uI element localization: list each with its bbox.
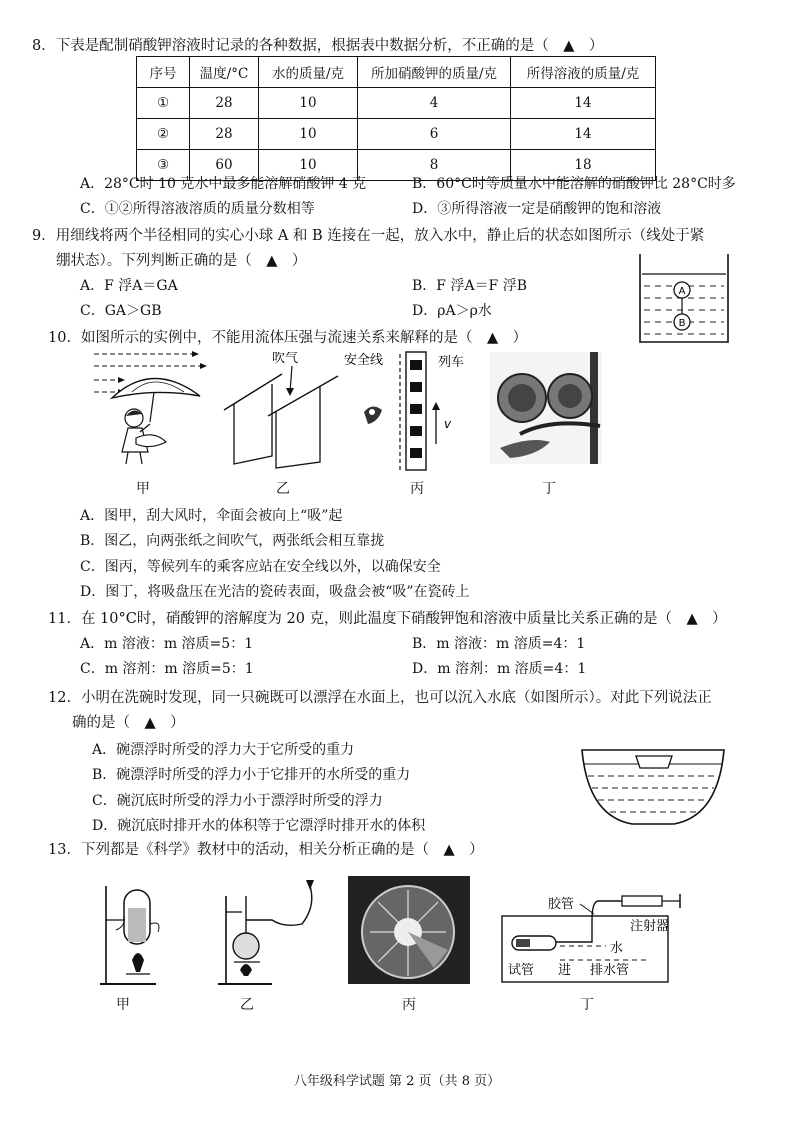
q13-caption-bing: 丙 [402,997,416,1013]
q10-option-b: B．图乙，向两张纸之间吹气，两张纸会相互靠拢 [80,533,385,549]
tube-label: 试管 [508,963,535,978]
q11-stem: 11．在 10°C时，硝酸钾的溶解度为 20 克，则此温度下硝酸钾饱和溶液中质量比关系正确的是（ ▲ ） [48,611,727,627]
table-cell: 28 [190,119,259,150]
q13-caption-jia: 甲 [116,997,130,1013]
water-label: 水 [610,941,624,956]
q9-beaker-figure [636,250,732,346]
q12-stem-line1: 12．小明在洗碗时发现，同一只碗既可以漂浮在水面上，也可以沉入水底（如图所示）。对此下列说法正 [48,690,712,706]
table-cell: 18 [511,150,656,181]
table-header-row [137,57,656,88]
table-header: 温度/°C [190,57,259,88]
q13-caption-yi: 乙 [240,997,254,1013]
q8-option-d: D．③所得溶液一定是硝酸钾的饱和溶液 [412,201,662,217]
q13-stem: 13．下列都是《科学》教材中的活动，相关分析正确的是（ ▲ ） [48,842,484,858]
table-header: 水的质量/克 [259,57,358,88]
table-row [137,119,656,150]
q9-option-a: A．F 浮A＝GA [80,278,178,294]
table-header: 所得溶液的质量/克 [511,57,656,88]
q10-option-a: A．图甲，刮大风时，伞面会被向上“吸”起 [80,508,343,524]
table-cell: 8 [358,150,511,181]
q12-stem-line2: 确的是（ ▲ ） [72,715,185,731]
syringe-label: 注射器 [630,919,670,934]
q9-option-d: D．ρA＞ρ水 [412,303,492,319]
q10-option-d: D．图丁，将吸盘压在光洁的瓷砖表面，吸盘会被“吸”在瓷砖上 [80,584,470,600]
label-a: A [678,286,686,297]
q11-option-a: A．m 溶液：m 溶质=5：1 [80,636,254,652]
table-cell: 28 [190,88,259,119]
q12-option-b: B．碗漂浮时所受的浮力小于它排开的水所受的重力 [92,767,411,783]
q8-data-table [136,56,656,181]
q10-option-c: C．图丙，等候列车的乘客应站在安全线以外，以确保安全 [80,559,441,575]
q10-fig-train [340,348,480,474]
q13-caption-ding: 丁 [580,997,594,1013]
q10-stem: 10．如图所示的实例中，不能用流体压强与流速关系来解释的是（ ▲ ） [48,330,528,346]
q9-option-b: B．F 浮A＝F 浮B [412,278,528,294]
table-cell: 14 [511,88,656,119]
q8-stem: 8．下表是配制硝酸钾溶液时记录的各种数据，根据表中数据分析，不正确的是（ ▲ ） [32,38,604,54]
q12-option-c: C．碗沉底时所受的浮力小于漂浮时所受的浮力 [92,793,383,809]
label-b: B [678,318,686,329]
q9-stem-line1: 9．用细线将两个半径相同的实心小球 A 和 B 连接在一起，放入水中，静止后的状态如图所示（线处于紧 [32,228,705,244]
table-header: 序号 [137,57,190,88]
velocity-label: v [444,417,452,431]
q11-option-d: D．m 溶剂：m 溶质=4：1 [412,661,587,677]
q13-fig-bing [348,876,470,984]
table-cell: ③ [137,150,190,181]
table-cell: 14 [511,119,656,150]
q13-fig-ding [496,890,690,986]
q12-option-d: D．碗沉底时排开水的体积等于它漂浮时排开水的体积 [92,818,426,834]
table-cell: 4 [358,88,511,119]
q10-fig-papers [220,352,350,472]
q10-fig-suction-cups [490,352,602,464]
in-label: 进 [558,963,572,978]
q12-option-a: A．碗漂浮时所受的浮力大于它所受的重力 [92,742,355,758]
q10-caption-bing: 丙 [410,481,424,497]
q10-fig-umbrella [92,346,220,470]
q9-stem-line2: 绷状态）。下列判断正确的是（ ▲ ） [56,253,307,269]
q11-option-c: C．m 溶剂：m 溶质=5：1 [80,661,254,677]
q13-fig-jia [96,880,178,990]
page-footer: 八年级科学试题 第 2 页（共 8 页） [293,1074,501,1089]
table-cell: ① [137,88,190,119]
q10-caption-ding: 丁 [542,481,556,497]
q10-caption-jia: 甲 [136,481,150,497]
q13-fig-yi [212,876,336,988]
table-cell: 6 [358,119,511,150]
table-cell: 10 [259,88,358,119]
q12-bowl-figure [578,742,728,828]
q8-option-a: A．28°C时 10 克水中最多能溶解硝酸钾 4 克 [80,176,367,192]
train-label: 列车 [438,355,465,370]
q10-caption-yi: 乙 [276,481,290,497]
table-header: 所加硝酸钾的质量/克 [358,57,511,88]
table-cell: 10 [259,150,358,181]
table-cell: ② [137,119,190,150]
table-cell: 10 [259,119,358,150]
hose-label: 胶管 [548,897,575,912]
safety-line-label: 安全线 [344,353,384,368]
q8-option-c: C．①②所得溶液溶质的质量分数相等 [80,201,315,217]
table-row [137,88,656,119]
drain-label: 排水管 [590,963,630,978]
blow-label: 吹气 [272,352,299,366]
q9-option-c: C．GA＞GB [80,303,162,319]
q11-option-b: B．m 溶液：m 溶质=4：1 [412,636,586,652]
floating-bowl [636,756,672,768]
table-cell: 60 [190,150,259,181]
q8-option-b: B．60°C时等质量水中能溶解的硝酸钾比 28°C时多 [412,176,736,192]
